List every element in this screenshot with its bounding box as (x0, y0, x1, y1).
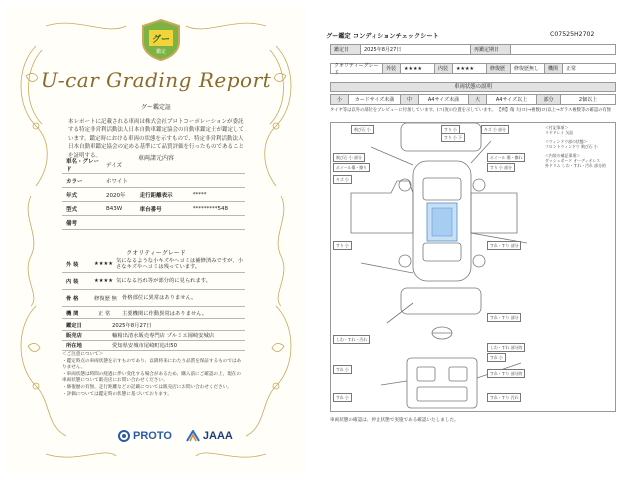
quality-section-heading: クオリティーグレード (126, 250, 186, 257)
sheet-repair-label: 修復歴 (487, 64, 511, 73)
footer-logos (118, 430, 233, 442)
date-label: 鑑定日 (62, 320, 108, 330)
certificate-body-text: 本レポートに記載される車両は株式会社プロトコーポレーションが委託する特定非営利活動法人日本自動車鑑定協会の自動車鑑定士が鑑定しています。鑑定時における車両の状態を示すもので、特定非営利活動法人日本自動車鑑定協会の定める基準にて品質評価を行ったものであることを証明する。 (68, 119, 245, 159)
date-value: 2025年8月27日 (108, 320, 245, 330)
color-value: ホワイト (102, 174, 245, 188)
mileage-value: ***** (189, 188, 245, 202)
svg-text:グー: グー (151, 35, 171, 45)
sheet-footer-note: 車両状態の確認は、停止状態で実施である確認いたしました。 (330, 418, 459, 423)
shop-value: 輸箱出清水販売専門店 プルミエ岡崎安城店 (108, 330, 245, 340)
quality-label: 外 装 (66, 262, 79, 268)
callout: すれ 小 (333, 393, 352, 402)
year-value: 2020年 (102, 188, 136, 202)
callout: すり 小 (441, 125, 460, 134)
note-item: ダッシュボード オーディオレス (545, 158, 601, 163)
note-item: ・評価については鑑定時の状態に基づいております。 (62, 391, 172, 397)
sheet-date-value: 2025年8月27日 (361, 45, 471, 54)
note-item: ・修復歴の有無、走行距離などの記載については販売店にお問い合わせください。 (62, 384, 232, 390)
quality-desc: 気になるような小キズやヘコミは補修済みですが、小さなキズやヘコミは残っています。 (116, 257, 244, 270)
sheet-date-label: 鑑定日 (331, 45, 361, 54)
legend-small-desc: カードサイズ未満 (349, 95, 401, 104)
callout: すり 小 (333, 241, 352, 250)
sheet-engine-value: 正常 (566, 66, 577, 72)
callout: 飛び石 小 (351, 125, 374, 134)
name-label: 車名・グレード (62, 157, 102, 174)
callout: キズ 小 部分 (481, 125, 509, 134)
proto-logo (118, 430, 172, 442)
damage-size-legend (330, 94, 616, 105)
table-row (62, 188, 245, 202)
callout: しわ・すれ 部分的 (487, 343, 525, 352)
callout: すれ 小 (487, 353, 506, 362)
sheet-engine-label: 機関 (545, 64, 563, 73)
certificate-subtitle: グー鑑定証 (140, 104, 171, 111)
remarks-label: 備考 (62, 216, 102, 230)
quality-desc: 主要機関に作動異常はありません。 (118, 308, 245, 318)
shop-label: 販売店 (62, 330, 108, 340)
table-row (62, 340, 245, 350)
color-label: カラー (62, 174, 102, 188)
legend-part-desc: 2個以上 (578, 97, 598, 103)
callout: キズ 小 (333, 175, 352, 184)
callout: すれ・すり 汚れ (487, 393, 521, 402)
sheet-interior-stars: ★★★★ (453, 64, 487, 73)
goo-badge-logo (139, 18, 183, 62)
sheet-exterior-stars: ★★★★ (401, 64, 435, 73)
quality-row-frame (62, 290, 245, 307)
sheet-date-row (330, 44, 616, 55)
table-row (62, 202, 245, 216)
quality-label: 機 関 (62, 308, 94, 318)
quality-row-interior (62, 273, 245, 290)
legend-note: タイヤ等は以外の部位をプレビューに付加しています。(コ)度の位置を示しています。 【例】傷 大(ロ)→複数(ロ)以上→ガラス複数等の確認の有無 (330, 108, 612, 113)
quality-stars: 修復歴 無 (94, 296, 117, 302)
proto-mark-icon (118, 430, 130, 442)
mileage-label: 走行距離表示 (136, 188, 189, 202)
note-heading: ＜付記事項＞ (545, 125, 569, 130)
table-row (62, 320, 245, 330)
condition-heading: 車両状態の説明 (330, 82, 616, 92)
sheet-interior-label: 内装 (435, 64, 453, 73)
chassis-value: *********548 (189, 202, 245, 216)
legend-small: 小 (331, 95, 349, 104)
legend-medium-desc: A4サイズ未満 (419, 95, 469, 104)
quality-row-exterior (62, 256, 245, 273)
grading-certificate (6, 6, 306, 474)
legend-large: 大 (469, 95, 487, 104)
quality-label: 内 装 (66, 279, 79, 285)
callout: すり 小 下 (441, 133, 465, 142)
table-row (62, 174, 245, 188)
note-heading: ＜ご注意について＞ (62, 352, 104, 357)
certificate-title: U-car Grading Report (40, 68, 272, 92)
sheet-repair-value: 修復歴無し (511, 64, 545, 73)
note-heading: ＜内装の補記事項＞ (545, 153, 581, 158)
name-value: デイズ (102, 157, 245, 174)
note-item: ・車両状態は時間の経過に伴い変化する場合があるため、購入前にご確認の上、現在の車両状態について販売店にお問い合わせください。 (62, 371, 241, 384)
vehicle-section-heading: 車両諸元内容 (137, 155, 174, 162)
address-value: 愛知県安城市尾崎町追出50 (108, 340, 245, 350)
inspection-info-table (62, 320, 245, 351)
note-item: ・鑑定時点の車両状態を示すものであり、以降将来にわたり品質を保証するものではありません。 (62, 358, 242, 371)
quality-desc: 気になる汚れ等が部分的に見られます。 (116, 277, 211, 284)
legend-part: 部分 (537, 95, 561, 104)
callout: ホイール 傷・擦れ (487, 153, 525, 162)
callout: 飛び石 小 部分 (333, 153, 365, 162)
quality-grade-list (62, 256, 245, 307)
sheet-number: C07525H2702 (550, 31, 595, 38)
callout: ホイール傷・擦り (333, 163, 370, 172)
quality-desc: 骨格部位に異常はありません。 (122, 294, 197, 301)
callout: すれ・すり 部分 (487, 313, 521, 322)
quality-row-engine (62, 308, 245, 318)
engine-row-table (62, 308, 245, 319)
legend-large-desc: A4サイズ以上 (487, 95, 537, 104)
vehicle-spec-table (62, 157, 245, 230)
sheet-grade-label: クオリティーグレード (331, 64, 383, 73)
quality-stars: ★★★★ (94, 278, 113, 284)
quality-label: 骨 格 (66, 296, 79, 302)
model-value: B43W (102, 202, 136, 216)
note-item: リヤドレイ 欠品 (545, 130, 574, 135)
note-item: 外ドリム しわ・すれ・汚れ 部分的 (545, 163, 606, 168)
jaaa-logo (186, 430, 233, 442)
sheet-grade-row (330, 63, 616, 74)
note-heading: ＜ウィンドウ部の状態＞ (545, 139, 588, 144)
sheet-title: グー鑑定 コンディションチェックシート (326, 33, 439, 40)
sheet-next-label: 再鑑定期日 (471, 45, 511, 54)
quality-stars: 正 常 (94, 308, 118, 318)
callout: すり 小 部分 (487, 163, 515, 172)
certificate-notes (62, 352, 244, 398)
chassis-label: 車台番号 (136, 202, 189, 216)
table-row (62, 216, 245, 230)
proto-logo-text: PROTO (133, 430, 172, 442)
jaaa-logo-text: JAAA (202, 430, 233, 442)
address-label: 所在地 (62, 340, 108, 350)
model-label: 型式 (62, 202, 102, 216)
callout: すれ 小 (333, 365, 352, 374)
svg-text:鑑定: 鑑定 (155, 49, 167, 55)
callout: しわ・すれ・汚れ (333, 335, 370, 344)
table-row (62, 157, 245, 174)
table-row (62, 330, 245, 340)
year-label: 年式 (62, 188, 102, 202)
sheet-exterior-label: 外装 (383, 64, 401, 73)
note-item: フロントウィンドウ 飛び石 小 (545, 144, 598, 149)
callout: すれ・すり 部分的 (487, 369, 525, 378)
quality-stars: ★★★★ (94, 261, 113, 267)
legend-medium: 中 (401, 95, 419, 104)
jaaa-mark-icon (186, 430, 200, 442)
callout: すれ・すり 部分 (487, 241, 521, 250)
additional-notes (545, 125, 615, 168)
